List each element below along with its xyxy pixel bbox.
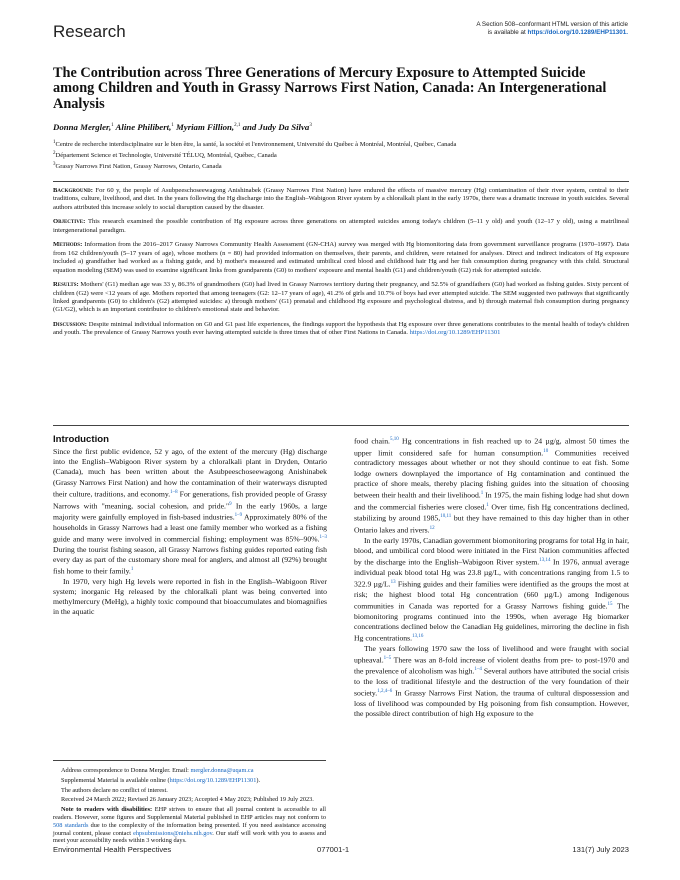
citation-ref[interactable]: 15 [607, 601, 613, 607]
author-name: Donna Mergler, [53, 122, 112, 132]
author-name: Aline Philibert, [113, 122, 172, 132]
citation-ref[interactable]: 5,10 [389, 437, 399, 442]
citation-ref[interactable]: 10,11 [440, 514, 452, 520]
footnote [53, 767, 326, 847]
citation-ref[interactable]: 13 [390, 579, 396, 585]
right-column [354, 435, 629, 719]
citation-ref[interactable]: 13,14 [539, 558, 551, 564]
abstract-objective: Objective: This research examined the possible contribution of Hg exposure across three generations on attempted suicides among today's children (5–11 y old) and youth (12–17 y old), using a matrilineal intergenerational paradigm. [53, 218, 630, 234]
body-paragraph: In the early 1970s, Canadian government biomonitoring programs for total Hg in hair, blood, and umbilical cord blood were initiated in the First Nation communities affected by the discharge into the English–Wabigoon River system.$^{13,14}$ In 1976, annual average individual peak blood total Hg was 23.8 µg/L, with concentrations ranging from 1.5 to 322.9 µg/L.$^{13}$ Fishing guides and their families were identified as the groups the most at risk; the highest blood total Hg concentration (660 µg/L) among Indigenous communities in Canada was reported for a Grassy Narrows fishing guide.$^{15}$ The biomonitoring programs continued into the 1990s, when average Hg biomarker concentrations declined below the Canadian Hg guidelines, mirroring the decline in fish Hg concentrations.$^{13,16}$ [354, 535, 630, 643]
body-paragraph: The years following 1970 saw the loss of livelihood and were fraught with social upheaval.$^{1-5}$ There was an 8-fold increase of violent deaths from pre- to post-1970 and the prevalence of alcoholism was high.$^{1-4}$ Several authors have attributed the social crisis to the loss of traditional lifestyle and the destruction of the very foundation of their society.$^{1,2,4-6}$ In Grassy Narrows First Nation, the trauma of cultural dispossession and loss of livelihood was compounded by Hg poisoning from fish consumption. However, the possible direct contribution of high Hg exposure to the [354, 643, 630, 719]
page-id: 077001-1 [317, 845, 350, 854]
body-paragraph: In 1970, very high Hg levels were reported in fish in the English–Wabigoon River system; inorganic Hg released by the chloralkali plant was being converted into methylmercury (MeHg), a highly toxic compound that bioaccumulates and biomagnifies in the aquatic [53, 576, 327, 617]
citation-ref[interactable]: 1 [130, 567, 134, 573]
citation-ref[interactable]: 1–3 [319, 535, 327, 541]
author-name: Myriam Fillion, [173, 122, 235, 132]
author-list [53, 122, 312, 132]
supplemental-link[interactable]: https://doi.org/10.1289/EHP11301 [169, 776, 257, 784]
conflict-statement: The authors declare no conflict of interest. [61, 786, 168, 794]
body-paragraph: food chain.$^{5,10}$ Hg concentrations in fish reached up to 24 µg/g, almost 50 times the upper limit considered safe for human consumption.$^{10}$ Communities received contradictory messages about whether or not they should continue to eat fish. Some lodge owners downplayed the importance of Hg contamination and continued the practice of shore meals, thereby placing fishing guides into the situation of choosing between their health and their livelihood.$^1$ In 1975, the main fishing lodge had shut down and the commercial fisheries were closed.$^1$ Over time, fish Hg concentrations declined, stabilizing by around 1985,$^{10,11}$ but they have remained to this day higher than in other Ontario lakes and rivers.$^{12}$ [354, 436, 630, 535]
abstract-discussion: Discussion: Despite minimal individual information on G0 and G1 past life experiences, the findings support the hypothesis that Hg exposure over three generations contributes to the mental health of today's children and youth. The prevalence of Grassy Narrows youth ever having attempted suicide is three times that of other First Nations in Canada. https://doi.org/10.1289/EHP11301 [53, 320, 629, 337]
citation-ref[interactable]: 1–9 [234, 513, 243, 519]
footnote-rule [53, 760, 326, 761]
journal-name: Environmental Health Perspectives [53, 845, 172, 854]
html-note-prefix: is available at [487, 29, 528, 37]
author-affiliation-marker: 1 [111, 123, 114, 129]
abstract-methods: Methods: Information from the 2016–2017 Grassy Narrows Community Health Assessment (GN-CHA) survey was merged with Hg biomonitoring data from government surveillance programs (1970–1997). Data from 162 children/youth (5–17 years of age), whose mothers (n = 80) had provided information on themselves, their parents, and children, were retained for analyses. Direct and indirect indicators of Hg exposure included a) grandfather had worked as a fishing guide, and b) mother's measured and estimated umbilical cord blood and childhood hair Hg and her fish consumption during pregnancy with this child. Structural equation modeling (SEM) was used to examine significant links from grandparents (G0) to mothers' exposure and mental health (G1) and children/youth (G2) risk for attempted suicide. [53, 241, 630, 274]
affiliations [53, 139, 629, 171]
abstract-top-rule [53, 181, 629, 182]
support-email-link[interactable]: ehpsubmissions@niehs.nih.gov [133, 829, 213, 837]
doi-link[interactable]: https://doi.org/10.1289/EHP11301 [409, 329, 501, 337]
section-heading-introduction: Introduction [53, 434, 109, 445]
affiliation: $^3$Grassy Narrows First Nation, Grassy Narrows, Ontario, Canada [53, 161, 222, 170]
html-version-note [476, 21, 628, 37]
author-name: and Judy Da Silva [240, 122, 310, 132]
abstract-bottom-rule [53, 425, 629, 426]
html-version-link[interactable]: https://doi.org/10.1289/EHP11301. [527, 29, 628, 37]
accessibility-note: Note to readers with disabilities: EHP strives to ensure that all journal content is accessible to all readers. However, some figures and Supplemental Material published in EHP articles may not conform to 508 standards due to the complexity of the information being presented. If you need assistance accessing journal content, please contact ehpsubmissions@niehs.nih.gov. Our staff will work with you to assess and meet your accessibility needs within 3 working days. [53, 806, 326, 845]
citation-ref[interactable]: 1–4 [474, 667, 482, 673]
supplemental-note: Supplemental Material is available online (https://doi.org/10.1289/EHP11301). [61, 776, 261, 784]
citation-ref[interactable]: 10 [543, 448, 549, 454]
author-affiliation-marker: 2,1 [234, 123, 241, 129]
author-affiliation-marker: 3 [309, 123, 312, 129]
citation-ref[interactable]: 1 [480, 490, 484, 496]
issue-info: 131(7) July 2023 [572, 845, 629, 854]
abstract-background: Background: For 60 y, the people of Asubpeeschoseewagong Anishinabek (Grassy Narrows First Nation) have endured the effects of massive mercury (Hg) contamination of their river system, central to their traditions, culture, livelihood, and diet. In the years following the Hg discharge into the English–Wabigoon River system by a chloralkali plant in the early 1970s, there was a dramatic increase in youth suicides. Several authors attributed this increase solely to social disruption caused by the disaster. [53, 187, 629, 211]
correspondence: Address correspondence to Donna Mergler. Email: mergler.donna@uqam.ca [61, 767, 254, 774]
left-column [53, 435, 327, 617]
citation-ref[interactable]: 1–8 [170, 489, 178, 495]
article-dates: Received 24 March 2022; Revised 26 January 2023; Accepted 4 May 2023; Published 19 July 2023. [61, 796, 314, 804]
abstract-results: Results: Mothers' (G1) median age was 33 y, 86.3% of grandmothers (G0) had lived in Grassy Narrows territory during their pregnancy, and 52.5% of grandfathers (G0) had worked as fishing guides. Sixty percent of children (G2) were <12 years of age. Mothers reported that among teenagers (G2: 12–17 years of age), 41.2% of girls and 10.7% of boys had ever attempted suicide. The SEM suggested two pathways that significantly linked grandparents (G0) to children's (G2) attempted suicides: a) through mothers' (G1) prenatal and childhood Hg exposure and psychological distress, and b) through maternal fish consumption during pregnancy (G1/G2), which is an important contributor to children's emotional state and behavior. [53, 281, 630, 314]
section-label: Research [53, 22, 126, 41]
html-note-line1: A Section 508–conformant HTML version of this article [476, 21, 628, 28]
standards-link[interactable]: 508 standards [53, 821, 89, 829]
article-title: The Contribution across Three Generations of Mercury Exposure to Attempted Suicide among Children and Youth in Grassy Narrows First Nation, Canada: An Intergenerational Analysis [53, 65, 607, 112]
author-affiliation-marker: 1 [171, 123, 174, 129]
citation-ref[interactable]: 1–5 [383, 655, 392, 661]
correspondence-email-link[interactable]: mergler.donna@uqam.ca [190, 767, 254, 774]
affiliation: $^1$Centre de recherche interdisciplinaire sur le bien être, la santé, la société et l'environnement, Université du Québec à Montréal, Montréal, Québec, Canada [53, 140, 457, 149]
citation-ref[interactable]: 13,16 [412, 633, 424, 639]
html-note-line2 [476, 29, 628, 37]
citation-ref[interactable]: 1,2,4–6 [377, 689, 393, 695]
citation-ref[interactable]: 1 [486, 502, 489, 508]
citation-ref[interactable]: 12 [429, 526, 435, 532]
body-paragraph: Since the first public evidence, 52 y ago, of the extent of the mercury (Hg) discharge into the English–Wabigoon River system by a chloralkali plant in Dryden, Ontario (Canada), much has been written about the Asubpeeschoseewagong Anishinabek (Grassy Narrows First Nation) and how the contamination of their waterways disrupted their culture, traditions, and economy.$^{1-8}$ For generations, fish provided people of Grassy Narrows with "meaning, social cohesion, and pride."$^9$ In the early 1960s, a large majority were gainfully employed in fish-based industries.$^{1-9}$ Approximately 80% of the households in Grassy Narrows had a least one family member who worked as a fishing guide and many were involved in commercial fishing; employment was 85%–90%.$^{1-3}$ During the tourist fishing season, all Grassy Narrows fishing guides reported eating fish every day as part of the customary shore meal for anglers, and almost all (92%) brought fish home to their family.$^1$ [53, 447, 327, 576]
citation-ref[interactable]: 9 [229, 501, 232, 507]
abstract [53, 187, 629, 344]
affiliation: $^2$Département Science et Technologie, Université TÉLUQ, Montréal, Québec, Canada [53, 150, 277, 159]
